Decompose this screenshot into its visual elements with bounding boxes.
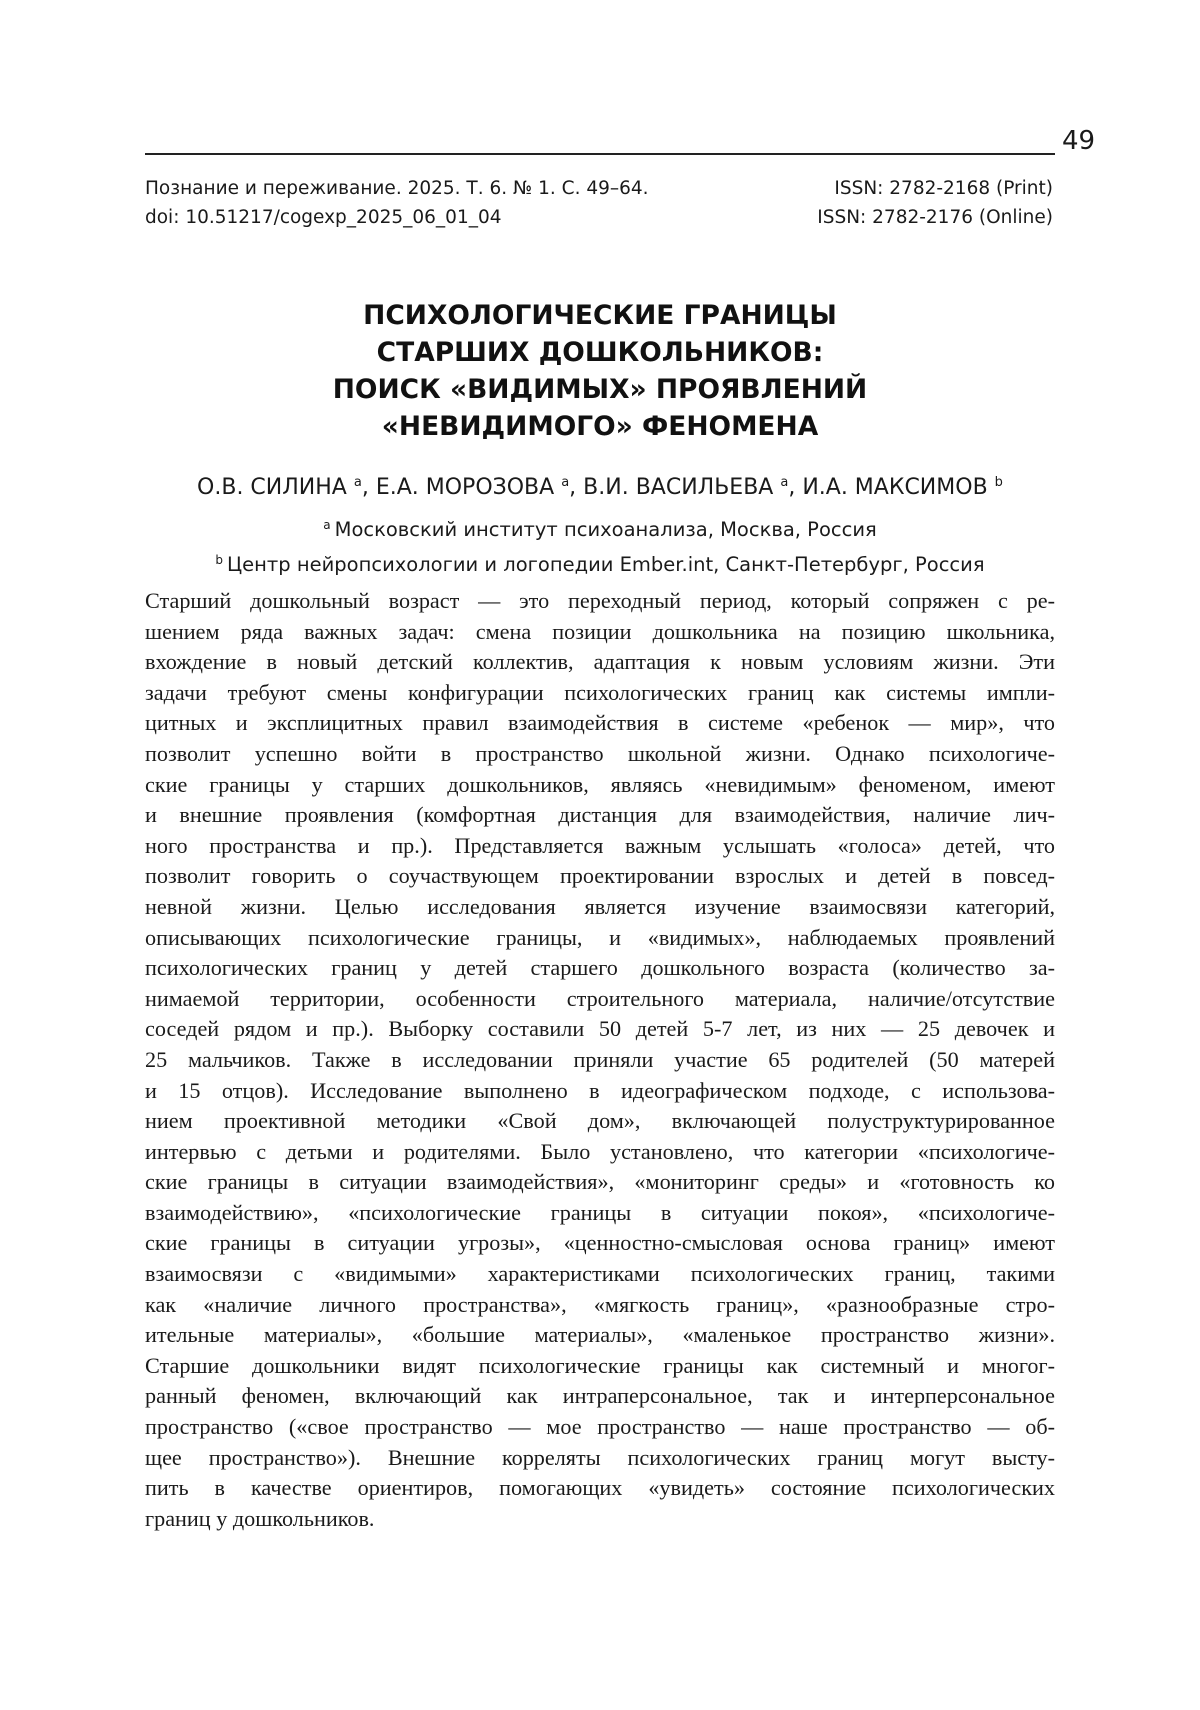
author-name: Е.А. МОРОЗОВА: [375, 475, 555, 500]
author-separator: ,: [569, 475, 584, 500]
title-line: ПОИСК «ВИДИМЫХ» ПРОЯВЛЕНИЙ: [332, 374, 868, 405]
affiliation-mark: a: [561, 475, 570, 490]
affiliation-text: Центр нейропсихологии и логопедии Ember.int, Санкт-Петербург, Россия: [227, 553, 985, 576]
affiliation-mark: b: [994, 475, 1003, 490]
abstract-line: пить в качестве ориентиров, помогающих «увидеть» состояние психологических: [145, 1475, 1055, 1501]
author-name: О.В. СИЛИНА: [197, 475, 347, 500]
abstract-line: шением ряда важных задач: смена позиции дошкольника на позицию школьника,: [145, 618, 1055, 644]
affiliation-text: Московский институт психоанализа, Москва, Россия: [334, 518, 877, 541]
title-line: ПСИХОЛОГИЧЕСКИЕ ГРАНИЦЫ: [363, 300, 837, 331]
abstract-line: Старшие дошкольники видят психологические границы как системный и многог-: [145, 1352, 1055, 1378]
affiliation-mark: b: [215, 553, 224, 567]
abstract-line: интервью с детьми и родителями. Было установлено, что категории «психологиче-: [145, 1138, 1055, 1164]
issn-online: ISSN: 2782-2176 (Online): [817, 207, 1053, 228]
abstract-line: соседей рядом и пр.). Выборку составили 50 детей 5-7 лет, из них — 25 девочек и: [145, 1016, 1055, 1042]
abstract-line: щее пространство»). Внешние корреляты психологических границ могут высту-: [145, 1444, 1055, 1470]
abstract-line: ительные материалы», «большие материалы», «маленькое пространство жизни».: [145, 1322, 1055, 1348]
abstract-line: и 15 отцов). Исследование выполнено в идеографическом подходе, с использова-: [145, 1077, 1055, 1103]
doi-line: doi: 10.51217/cogexp_2025_06_01_04: [145, 207, 502, 228]
abstract-line: нимаемой территории, особенности строительного материала, наличие/отсутствие: [145, 985, 1055, 1011]
title-line: СТАРШИХ ДОШКОЛЬНИКОВ:: [376, 337, 824, 368]
author-list: [145, 468, 1055, 503]
abstract-line: ские границы у старших дошкольников, являясь «невидимым» феноменом, имеют: [145, 771, 1055, 797]
abstract-line: психологических границ у детей старшего дошкольного возраста (количество за-: [145, 955, 1055, 981]
affiliation-line: [145, 545, 1055, 580]
affiliation-mark: a: [780, 475, 789, 490]
abstract-line: ские границы в ситуации взаимодействия», «мониторинг среды» и «готовность ко: [145, 1169, 1055, 1195]
abstract-line: взаимосвязи с «видимыми» характеристиками психологических границ, такими: [145, 1261, 1055, 1287]
author-name: В.И. ВАСИЛЬЕВА: [583, 475, 774, 500]
page-number: 49: [1062, 126, 1096, 156]
abstract-line: цитных и эксплицитных правил взаимодействия в системе «ребенок — мир», что: [145, 710, 1055, 736]
abstract-line: ранный феномен, включающий как интраперсональное, так и интерперсональное: [145, 1383, 1055, 1409]
abstract-line: задачи требуют смены конфигурации психологических границ как системы импли-: [145, 679, 1055, 705]
abstract-line: 25 мальчиков. Также в исследовании приняли участие 65 родителей (50 матерей: [145, 1046, 1055, 1072]
abstract-line: позволит говорить о соучаствующем проектировании взрослых и детей в повсед-: [145, 863, 1055, 889]
citation-block: [145, 174, 649, 232]
abstract-line: взаимодействию», «психологические границы в ситуации покоя», «психологиче-: [145, 1199, 1055, 1225]
affiliation-mark: a: [353, 475, 362, 490]
header-rule: [145, 153, 1055, 155]
affiliation-mark: a: [323, 518, 331, 532]
abstract-line: Старший дошкольный возраст — это переходный период, который сопряжен с ре-: [145, 588, 1055, 613]
author-name: И.А. МАКСИМОВ: [802, 475, 988, 500]
affiliation-line: [145, 510, 1055, 545]
citation-line: Познание и переживание. 2025. Т. 6. № 1. С. 49–64.: [145, 178, 649, 199]
abstract-line: нием проективной методики «Свой дом», включающей полуструктурированное: [145, 1108, 1055, 1134]
issn-print: ISSN: 2782-2168 (Print): [834, 178, 1053, 199]
issn-block: [817, 174, 1053, 232]
title-line: «НЕВИДИМОГО» ФЕНОМЕНА: [381, 411, 819, 442]
abstract-line: и внешние проявления (комфортная дистанция для взаимодействия, наличие лич-: [145, 802, 1055, 828]
abstract-line: описывающих психологические границы, и «видимых», наблюдаемых проявлений: [145, 924, 1055, 950]
author-separator: ,: [361, 475, 376, 500]
abstract-line: ские границы в ситуации угрозы», «ценностно-смысловая основа границ» имеют: [145, 1230, 1055, 1256]
abstract-line: пространство («свое пространство — мое пространство — наше пространство — об-: [145, 1414, 1055, 1440]
affiliations: [145, 510, 1055, 580]
abstract: [145, 586, 1055, 1534]
abstract-line: позволит успешно войти в пространство школьной жизни. Однако психологиче-: [145, 740, 1055, 766]
abstract-line: ного пространства и пр.). Представляется важным услышать «голоса» детей, что: [145, 832, 1055, 858]
abstract-line: вхождение в новый детский коллектив, адаптация к новым условиям жизни. Эти: [145, 649, 1055, 675]
abstract-line: как «наличие личного пространства», «мягкость границ», «разнообразные стро-: [145, 1291, 1055, 1317]
abstract-line: невной жизни. Целью исследования является изучение взаимосвязи категорий,: [145, 893, 1055, 919]
abstract-line: границ у дошкольников.: [145, 1505, 375, 1531]
author-separator: ,: [788, 475, 803, 500]
article-title: [145, 297, 1055, 445]
